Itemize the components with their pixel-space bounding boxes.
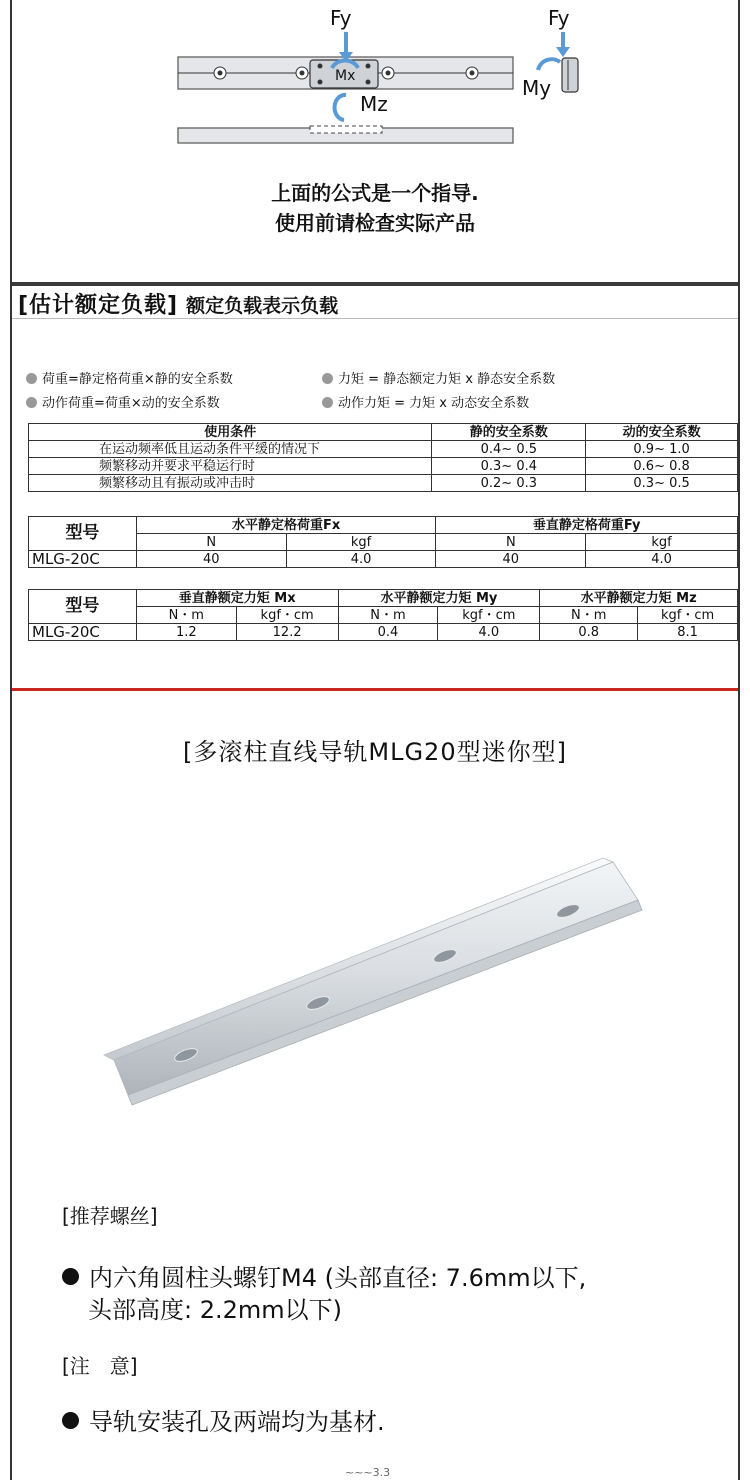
table-cell: 频繁移动并要求平稳运行时 — [29, 458, 432, 475]
table-header: 水平静额定力矩 My — [338, 590, 540, 607]
footer-mark: ~~~3.3 — [345, 1466, 391, 1479]
table-cell: 0.2~ 0.3 — [432, 475, 586, 492]
rated-load-subtitle: 额定负载表示负载 — [186, 295, 339, 317]
screw-spec — [62, 1262, 586, 1294]
rated-load-section — [12, 282, 738, 688]
product-title: [多滚柱直线导轨MLG20型迷你型] — [183, 738, 567, 766]
table-header: 动的安全系数 — [586, 424, 738, 441]
model-header: 型号 — [29, 517, 137, 551]
model-header: 型号 — [29, 590, 137, 624]
formula-note: 动作荷重=荷重×动的安全系数 — [26, 392, 220, 415]
unit-cell: kgf — [586, 534, 738, 551]
static-moment-table — [28, 589, 738, 641]
bullet-icon — [62, 1268, 79, 1285]
table-header: 静的安全系数 — [432, 424, 586, 441]
table-cell: 0.4 — [338, 624, 438, 641]
table-header-row — [29, 517, 738, 534]
table-cell: 40 — [436, 551, 586, 568]
force-diagram — [170, 0, 600, 160]
table-row — [29, 475, 738, 492]
table-header: 水平静额定力矩 Mz — [540, 590, 738, 607]
model-cell: MLG-20C — [29, 551, 137, 568]
bullet-icon — [26, 397, 37, 408]
static-load-table — [28, 516, 738, 568]
unit-cell: kgf・cm — [438, 607, 540, 624]
table-cell: 频繁移动且有振动或冲击时 — [29, 475, 432, 492]
formula-note: 荷重=静定格荷重×静的安全系数 — [26, 368, 233, 391]
mx-label: Mx — [335, 68, 356, 84]
bullet-icon — [322, 397, 333, 408]
my-label: My — [522, 76, 552, 100]
rated-load-title: [估计额定负载] — [18, 293, 179, 318]
table-header-row — [29, 590, 738, 607]
formula-note: 动作力矩 = 力矩 x 动态安全系数 — [322, 392, 529, 415]
aluminum-rail-illustration — [98, 850, 658, 1110]
table-cell: 在运动频率低且运动条件平缓的情况下 — [29, 441, 432, 458]
fy-side-label: Fy — [548, 6, 570, 30]
table-row — [29, 624, 738, 641]
table-cell: 0.3~ 0.5 — [586, 475, 738, 492]
table-header-row — [29, 424, 738, 441]
unit-cell: N・m — [540, 607, 638, 624]
table-cell: 0.9~ 1.0 — [586, 441, 738, 458]
table-row — [29, 551, 738, 568]
heading-rule — [12, 318, 738, 319]
table-cell: 1.2 — [136, 624, 236, 641]
safety-factor-table — [28, 423, 738, 492]
table-cell: 4.0 — [438, 624, 540, 641]
table-header: 垂直静定格荷重Fy — [436, 517, 738, 534]
guide-line-1: 上面的公式是一个指导. — [271, 181, 479, 205]
bullet-icon — [26, 373, 37, 384]
red-divider — [12, 688, 738, 691]
guide-line-2: 使用前请检查实际产品 — [275, 211, 475, 235]
table-header: 使用条件 — [29, 424, 432, 441]
table-header: 水平静定格荷重Fx — [136, 517, 436, 534]
table-row — [29, 441, 738, 458]
table-header: 垂直静额定力矩 Mx — [136, 590, 338, 607]
table-cell: 40 — [136, 551, 286, 568]
screw-spec-line-1: 内六角圆柱头螺钉M4 (头部直径: 7.6mm以下, — [89, 1264, 587, 1292]
table-cell: 0.6~ 0.8 — [586, 458, 738, 475]
unit-cell: kgf・cm — [236, 607, 338, 624]
screw-heading: [推荐螺丝] — [62, 1204, 158, 1228]
bullet-icon — [322, 373, 333, 384]
unit-cell: kgf・cm — [638, 607, 738, 624]
table-cell: 0.8 — [540, 624, 638, 641]
bullet-icon — [62, 1412, 79, 1429]
table-cell: 12.2 — [236, 624, 338, 641]
table-row — [29, 458, 738, 475]
table-cell: 4.0 — [586, 551, 738, 568]
unit-cell: N — [436, 534, 586, 551]
table-cell: 0.4~ 0.5 — [432, 441, 586, 458]
unit-cell: N・m — [338, 607, 438, 624]
rated-load-heading — [18, 288, 338, 319]
unit-cell: N・m — [136, 607, 236, 624]
note-text: 导轨安装孔及两端均为基材. — [89, 1408, 385, 1436]
table-cell: 4.0 — [286, 551, 436, 568]
mz-label: Mz — [360, 92, 388, 116]
unit-cell: kgf — [286, 534, 436, 551]
section-divider — [12, 282, 738, 286]
model-cell: MLG-20C — [29, 624, 137, 641]
unit-cell: N — [136, 534, 286, 551]
rail-product-image — [98, 850, 658, 1110]
table-cell: 8.1 — [638, 624, 738, 641]
note-item — [62, 1406, 385, 1438]
formula-note: 力矩 = 静态额定力矩 x 静态安全系数 — [322, 368, 555, 391]
fy-label: Fy — [330, 6, 352, 30]
table-cell: 0.3~ 0.4 — [432, 458, 586, 475]
note-heading: [注 意] — [62, 1354, 138, 1378]
screw-spec-line-2: 头部高度: 2.2mm以下) — [88, 1296, 343, 1324]
